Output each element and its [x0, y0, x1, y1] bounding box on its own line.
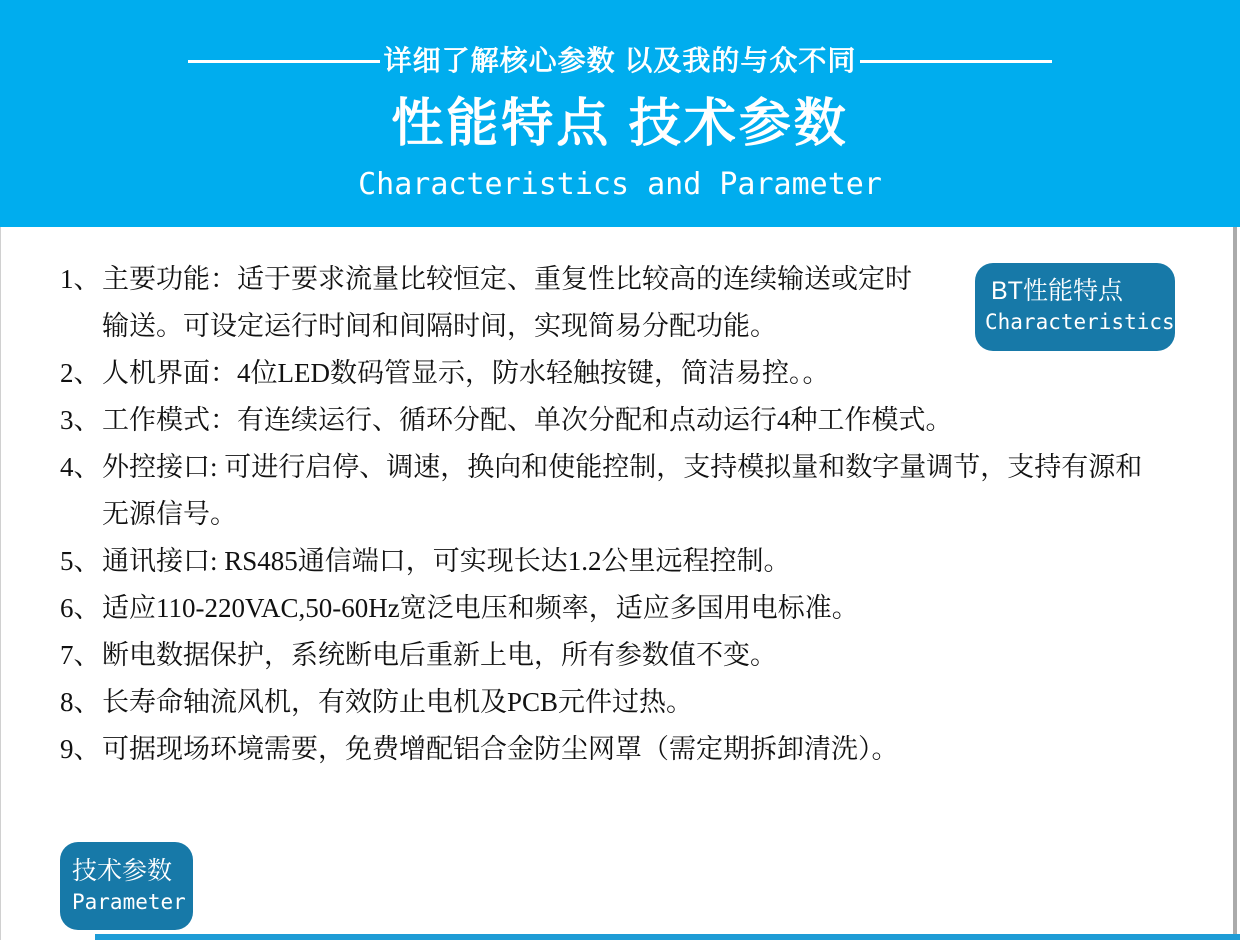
item-line: 断电数据保护，系统断电后重新上电，所有参数值不变。: [102, 640, 777, 670]
item-text: [102, 350, 1200, 397]
item-number: 3、: [60, 405, 101, 435]
feature-item-8: [60, 679, 1200, 726]
item-line: 人机界面：4位LED数码管显示，防水轻触按键，简洁易控。。: [102, 358, 830, 388]
feature-item-4: [60, 444, 1200, 538]
item-text: [102, 679, 1200, 726]
item-line: 通讯接口: RS485通信端口，可实现长达1.2公里远程控制。: [102, 546, 791, 576]
feature-item-9: [60, 726, 1200, 773]
item-line: 长寿命轴流风机，有效防止电机及PCB元件过热。: [102, 687, 694, 717]
feature-item-7: [60, 632, 1200, 679]
item-number: 9、: [60, 734, 101, 764]
tagline-right-rule: [860, 60, 1052, 63]
bottom-divider: [95, 934, 1240, 940]
characteristics-badge-subtitle: Characteristics: [985, 310, 1175, 334]
item-line: 输送。可设定运行时间和间隔时间，实现简易分配功能。: [102, 311, 777, 341]
item-line: 主要功能：适于要求流量比较恒定、重复性比较高的连续输送或定时: [102, 264, 912, 294]
feature-item-6: [60, 585, 1200, 632]
feature-item-2: [60, 350, 1200, 397]
tagline-left-rule: [188, 60, 380, 63]
feature-item-3: [60, 397, 1200, 444]
tagline-text: 详细了解核心参数 以及我的与众不同: [383, 45, 857, 76]
parameter-badge-subtitle: Parameter: [72, 890, 186, 914]
characteristics-badge-title: BT性能特点: [991, 277, 1123, 305]
item-number: 8、: [60, 687, 101, 717]
section-header: [0, 0, 1240, 227]
item-text: [102, 444, 1200, 538]
page-subtitle: Characteristics and Parameter: [358, 167, 882, 202]
left-border: [0, 227, 1, 940]
right-border: [1233, 227, 1237, 940]
item-number: 7、: [60, 640, 101, 670]
feature-item-5: [60, 538, 1200, 585]
item-number: 6、: [60, 593, 101, 623]
item-number: 4、: [60, 452, 101, 482]
item-text: [102, 585, 1200, 632]
page-title: 性能特点 技术参数: [391, 95, 849, 153]
item-number: 2、: [60, 358, 101, 388]
item-text: [102, 726, 1200, 773]
parameter-badge: [60, 842, 193, 930]
parameter-badge-title: 技术参数: [72, 857, 173, 885]
item-line: 无源信号。: [102, 499, 237, 529]
characteristics-badge: [975, 263, 1175, 351]
item-text: [102, 397, 1200, 444]
item-number: 5、: [60, 546, 101, 576]
item-line: 外控接口: 可进行启停、调速，换向和使能控制，支持模拟量和数字量调节，支持有源和: [102, 452, 1143, 482]
tagline: [188, 46, 1053, 76]
item-text: [102, 632, 1200, 679]
item-line: 工作模式：有连续运行、循环分配、单次分配和点动运行4种工作模式。: [102, 405, 953, 435]
item-text: [102, 538, 1200, 585]
item-line: 适应110-220VAC,50-60Hz宽泛电压和频率，适应多国用电标准。: [102, 593, 859, 623]
item-number: 1、: [60, 264, 101, 294]
item-line: 可据现场环境需要，免费增配铝合金防尘网罩（需定期拆卸清洗）。: [102, 734, 899, 764]
